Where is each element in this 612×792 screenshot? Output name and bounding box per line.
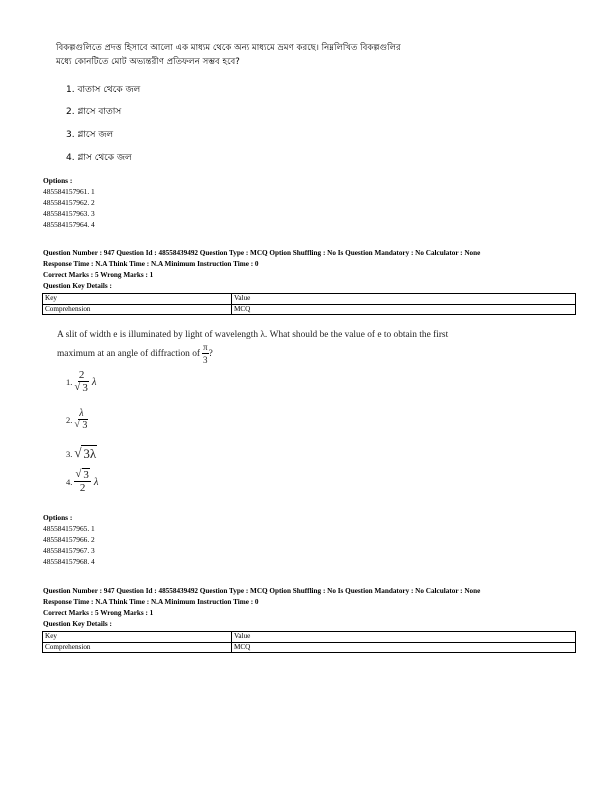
key-header: Key [43,294,232,305]
marks-line: Correct Marks : 5 Wrong Marks : 1 [43,609,154,617]
q2-choice-4-den: 2 [79,482,86,494]
q2-choice-3 [66,446,97,462]
meta-line-2: Response Time : N.A Think Time : N.A Minimum Instruction Time : 0 [43,598,259,606]
q2-options-label: Options : [43,513,73,522]
q2-choice-1 [66,370,96,394]
meta-line-1: Question Number : 947 Question Id : 48558439492 Question Type : MCQ Option Shuffling : No Is Question Mandatory : No Calculator : None [43,587,481,595]
q1-text-line2: মধ্যে কোনটিতে মোট অভ্যন্তরীণ প্রতিফলন সম্ভব হবে? [56,57,240,67]
marks-line: Correct Marks : 5 Wrong Marks : 1 [43,271,154,279]
value-cell: MCQ [232,642,576,653]
meta-line-1: Question Number : 947 Question Id : 48558439492 Question Type : MCQ Option Shuffling : No Is Question Mandatory : No Calculator : None [43,249,481,257]
q2-choice-4-fraction: √ 3 2 [75,468,89,494]
q2-choice-1-label: 1. [66,377,73,387]
q2-angle-num: π [203,342,208,352]
key-header: Key [43,632,232,643]
q2-choice-2-num: λ [79,408,84,419]
value-header: Value [232,632,576,643]
q2-choice-1-den: 3 [82,382,88,394]
q1-text-line1: বিকল্পগুলিতে প্রদত্ত হিসাবে আলো এক মাধ্যম থেকে অন্য মাধ্যমে ভ্রমণ করছে। নিম্নলিখিত বিকল্পগুলির [56,43,401,53]
value-cell: MCQ [232,304,576,315]
q1-option-id-1: 485584157961. 1 [43,187,95,196]
q2-choice-2 [66,408,88,432]
key-cell: Comprehension [43,642,232,653]
q2-text-line2-suffix: ? [208,349,213,359]
key-details-label: Question Key Details : [43,282,112,290]
q2-text-line2-prefix: maximum at an angle of diffraction of [57,349,201,359]
q2-choice-4-num: 3 [83,469,89,481]
q2-choice-2-den: 3 [82,420,88,431]
meta-line-2: Response Time : N.A Think Time : N.A Minimum Instruction Time : 0 [43,260,259,268]
q2-choice-3-label: 3. [66,449,73,459]
q2-text-line1: A slit of width e is illuminated by light of wavelength λ. What should be the value of e to obtain the first [57,330,449,340]
q2-option-id-1: 485584157965. 1 [43,524,95,533]
key-details-label: Question Key Details : [43,620,112,628]
q1-option-id-4: 485584157964. 4 [43,220,95,229]
q2-option-id-3: 485584157967. 3 [43,546,95,555]
q2-choice-4-label: 4. [66,477,73,487]
q2-choice-1-num: 2 [78,369,85,381]
q2-angle-den: 3 [203,355,208,365]
q2-choice-3-root: √ 3λ [74,445,97,461]
key-details-table [42,631,576,653]
q1-choice-2: 2. গ্লাসে বাতাস [66,107,122,117]
q1-choice-3: 3. গ্লাসে জল [66,130,114,140]
q2-text-line2 [57,342,213,366]
q2-choice-1-fraction: 2 √ 3 [74,369,88,394]
q2-choice-4-var: λ [93,476,99,488]
key-details-table [42,293,576,315]
q1-option-id-2: 485584157962. 2 [43,198,95,207]
q2-option-id-4: 485584157968. 4 [43,557,95,566]
q2-choice-2-fraction: λ √ 3 [74,408,88,431]
q2-option-id-2: 485584157966. 2 [43,535,95,544]
q2-choice-1-var: λ [91,376,97,388]
q1-choice-1: 1. বাতাস থেকে জল [66,85,141,95]
q1-choice-4: 4. গ্লাস থেকে জল [66,153,132,163]
value-header: Value [232,294,576,305]
key-cell: Comprehension [43,304,232,315]
q2-choice-4 [66,470,98,494]
q2-choice-2-label: 2. [66,415,73,425]
q2-choice-3-radicand: 3λ [83,446,97,461]
q1-option-id-3: 485584157963. 3 [43,209,95,218]
q1-options-label: Options : [43,176,73,185]
